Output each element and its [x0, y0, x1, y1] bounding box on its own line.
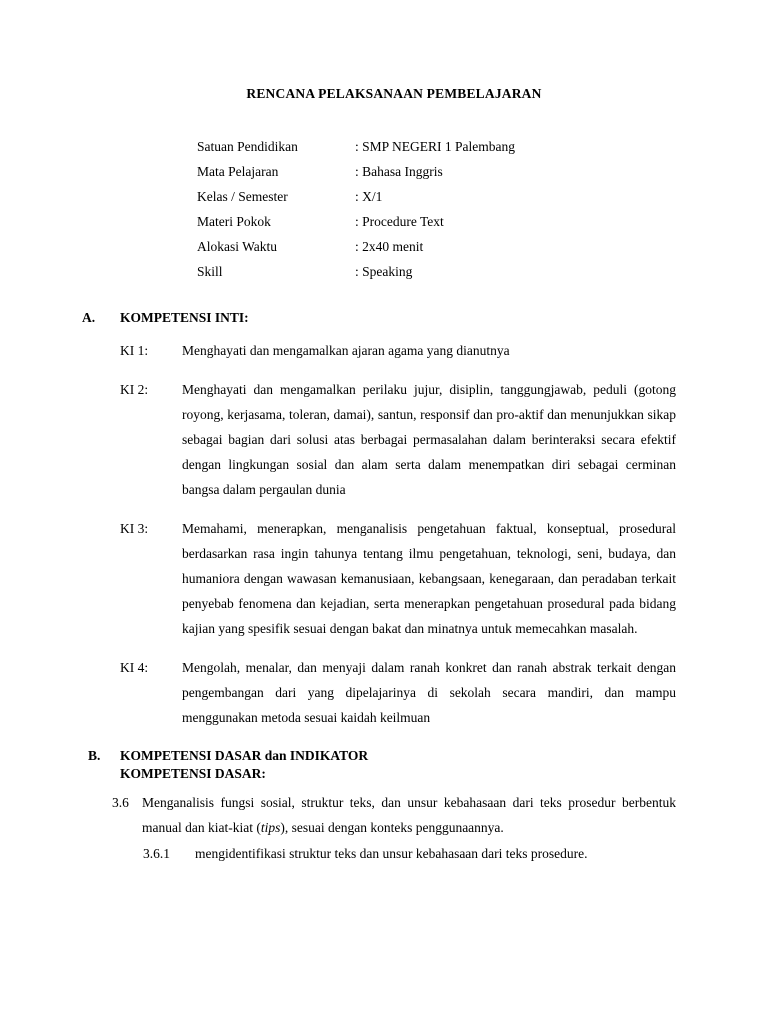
kd-item — [0, 790, 768, 840]
section-a-heading — [0, 310, 768, 326]
indicator-number: 3.6.1 — [143, 846, 170, 861]
identity-row — [197, 134, 768, 159]
section-kompetensi-inti — [0, 310, 768, 730]
section-a-letter: A. — [82, 310, 96, 325]
identity-label: Satuan Pendidikan — [197, 139, 298, 154]
section-b-title: KOMPETENSI DASAR dan INDIKATOR — [120, 748, 369, 763]
identity-row — [197, 234, 768, 259]
kd-text-before: Menganalisis fungsi sosial, struktur teks, dan unsur kebahasaan dari teks prosedur berbentuk manual dan kiat-kiat ( — [142, 795, 676, 835]
ki-item — [0, 516, 768, 641]
identity-row — [197, 259, 768, 284]
ki-text: Memahami, menerapkan, menganalisis pengetahuan faktual, konseptual, prosedural berdasarkan rasa ingin tahunya tentang ilmu pengetahuan, teknologi, seni, budaya, dan humaniora dengan wawasan kemanusiaan, kebangsaan, kenegaraan, dan peradaban terkait penyebab fenomena dan kejadian, serta menerapkan pengetahuan prosedural pada bidang kajian yang spesifik sesuai dengan bakat dan minatnya untuk memecahkan masalah. — [182, 521, 676, 636]
kompetensi-dasar-block — [0, 790, 768, 866]
section-b-subheading: KOMPETENSI DASAR: — [120, 766, 266, 781]
ki-text: Mengolah, menalar, dan menyaji dalam ranah konkret dan ranah abstrak terkait dengan pengembangan dari yang dipelajarinya di sekolah secara mandiri, dan mampu menggunakan metoda sesuai kaidah keilmuan — [182, 660, 676, 725]
identity-label: Materi Pokok — [197, 214, 271, 229]
identity-block — [0, 134, 768, 284]
section-b-heading — [0, 748, 768, 764]
ki-item — [0, 377, 768, 502]
page-title: RENCANA PELAKSANAAN PEMBELAJARAN — [246, 86, 542, 101]
identity-value: : X/1 — [355, 189, 383, 204]
ki-text: Menghayati dan mengamalkan ajaran agama yang dianutnya — [182, 343, 510, 358]
identity-row — [197, 159, 768, 184]
identity-label: Skill — [197, 264, 223, 279]
kd-text-after: ), sesuai dengan konteks penggunaannya. — [280, 820, 504, 835]
identity-value: : Bahasa Inggris — [355, 164, 443, 179]
indicator-item — [0, 841, 768, 866]
identity-row — [197, 209, 768, 234]
ki-text: Menghayati dan mengamalkan perilaku jujur, disiplin, tanggungjawab, peduli (gotong royong, kerjasama, toleran, damai), santun, responsif dan pro-aktif dan menunjukkan sikap sebagai bagian dari solusi atas berbagai permasalahan dalam berinteraksi secara efektif dengan lingkungan sosial dan alam serta dalam menempatkan diri sebagai cerminan bangsa dalam pergaulan dunia — [182, 382, 676, 497]
ki-key: KI 4: — [120, 660, 149, 675]
identity-value: : 2x40 menit — [355, 239, 424, 254]
section-b-letter: B. — [88, 748, 101, 763]
identity-value: : Procedure Text — [355, 214, 444, 229]
kd-text-italic: tips — [260, 820, 281, 835]
section-a-title: KOMPETENSI INTI: — [120, 310, 249, 325]
identity-value: : SMP NEGERI 1 Palembang — [355, 139, 515, 154]
identity-row — [197, 184, 768, 209]
indicator-text: mengidentifikasi struktur teks dan unsur kebahasaan dari teks prosedure. — [195, 846, 588, 861]
identity-label: Mata Pelajaran — [197, 164, 279, 179]
ki-key: KI 2: — [120, 382, 149, 397]
ki-item — [0, 655, 768, 730]
identity-value: : Speaking — [355, 264, 413, 279]
identity-label: Alokasi Waktu — [197, 239, 278, 254]
kd-text — [142, 790, 676, 840]
identity-label: Kelas / Semester — [197, 189, 288, 204]
ki-item — [0, 338, 768, 363]
kd-number: 3.6 — [112, 795, 129, 810]
ki-key: KI 1: — [120, 343, 149, 358]
ki-list — [0, 338, 768, 730]
ki-key: KI 3: — [120, 521, 149, 536]
